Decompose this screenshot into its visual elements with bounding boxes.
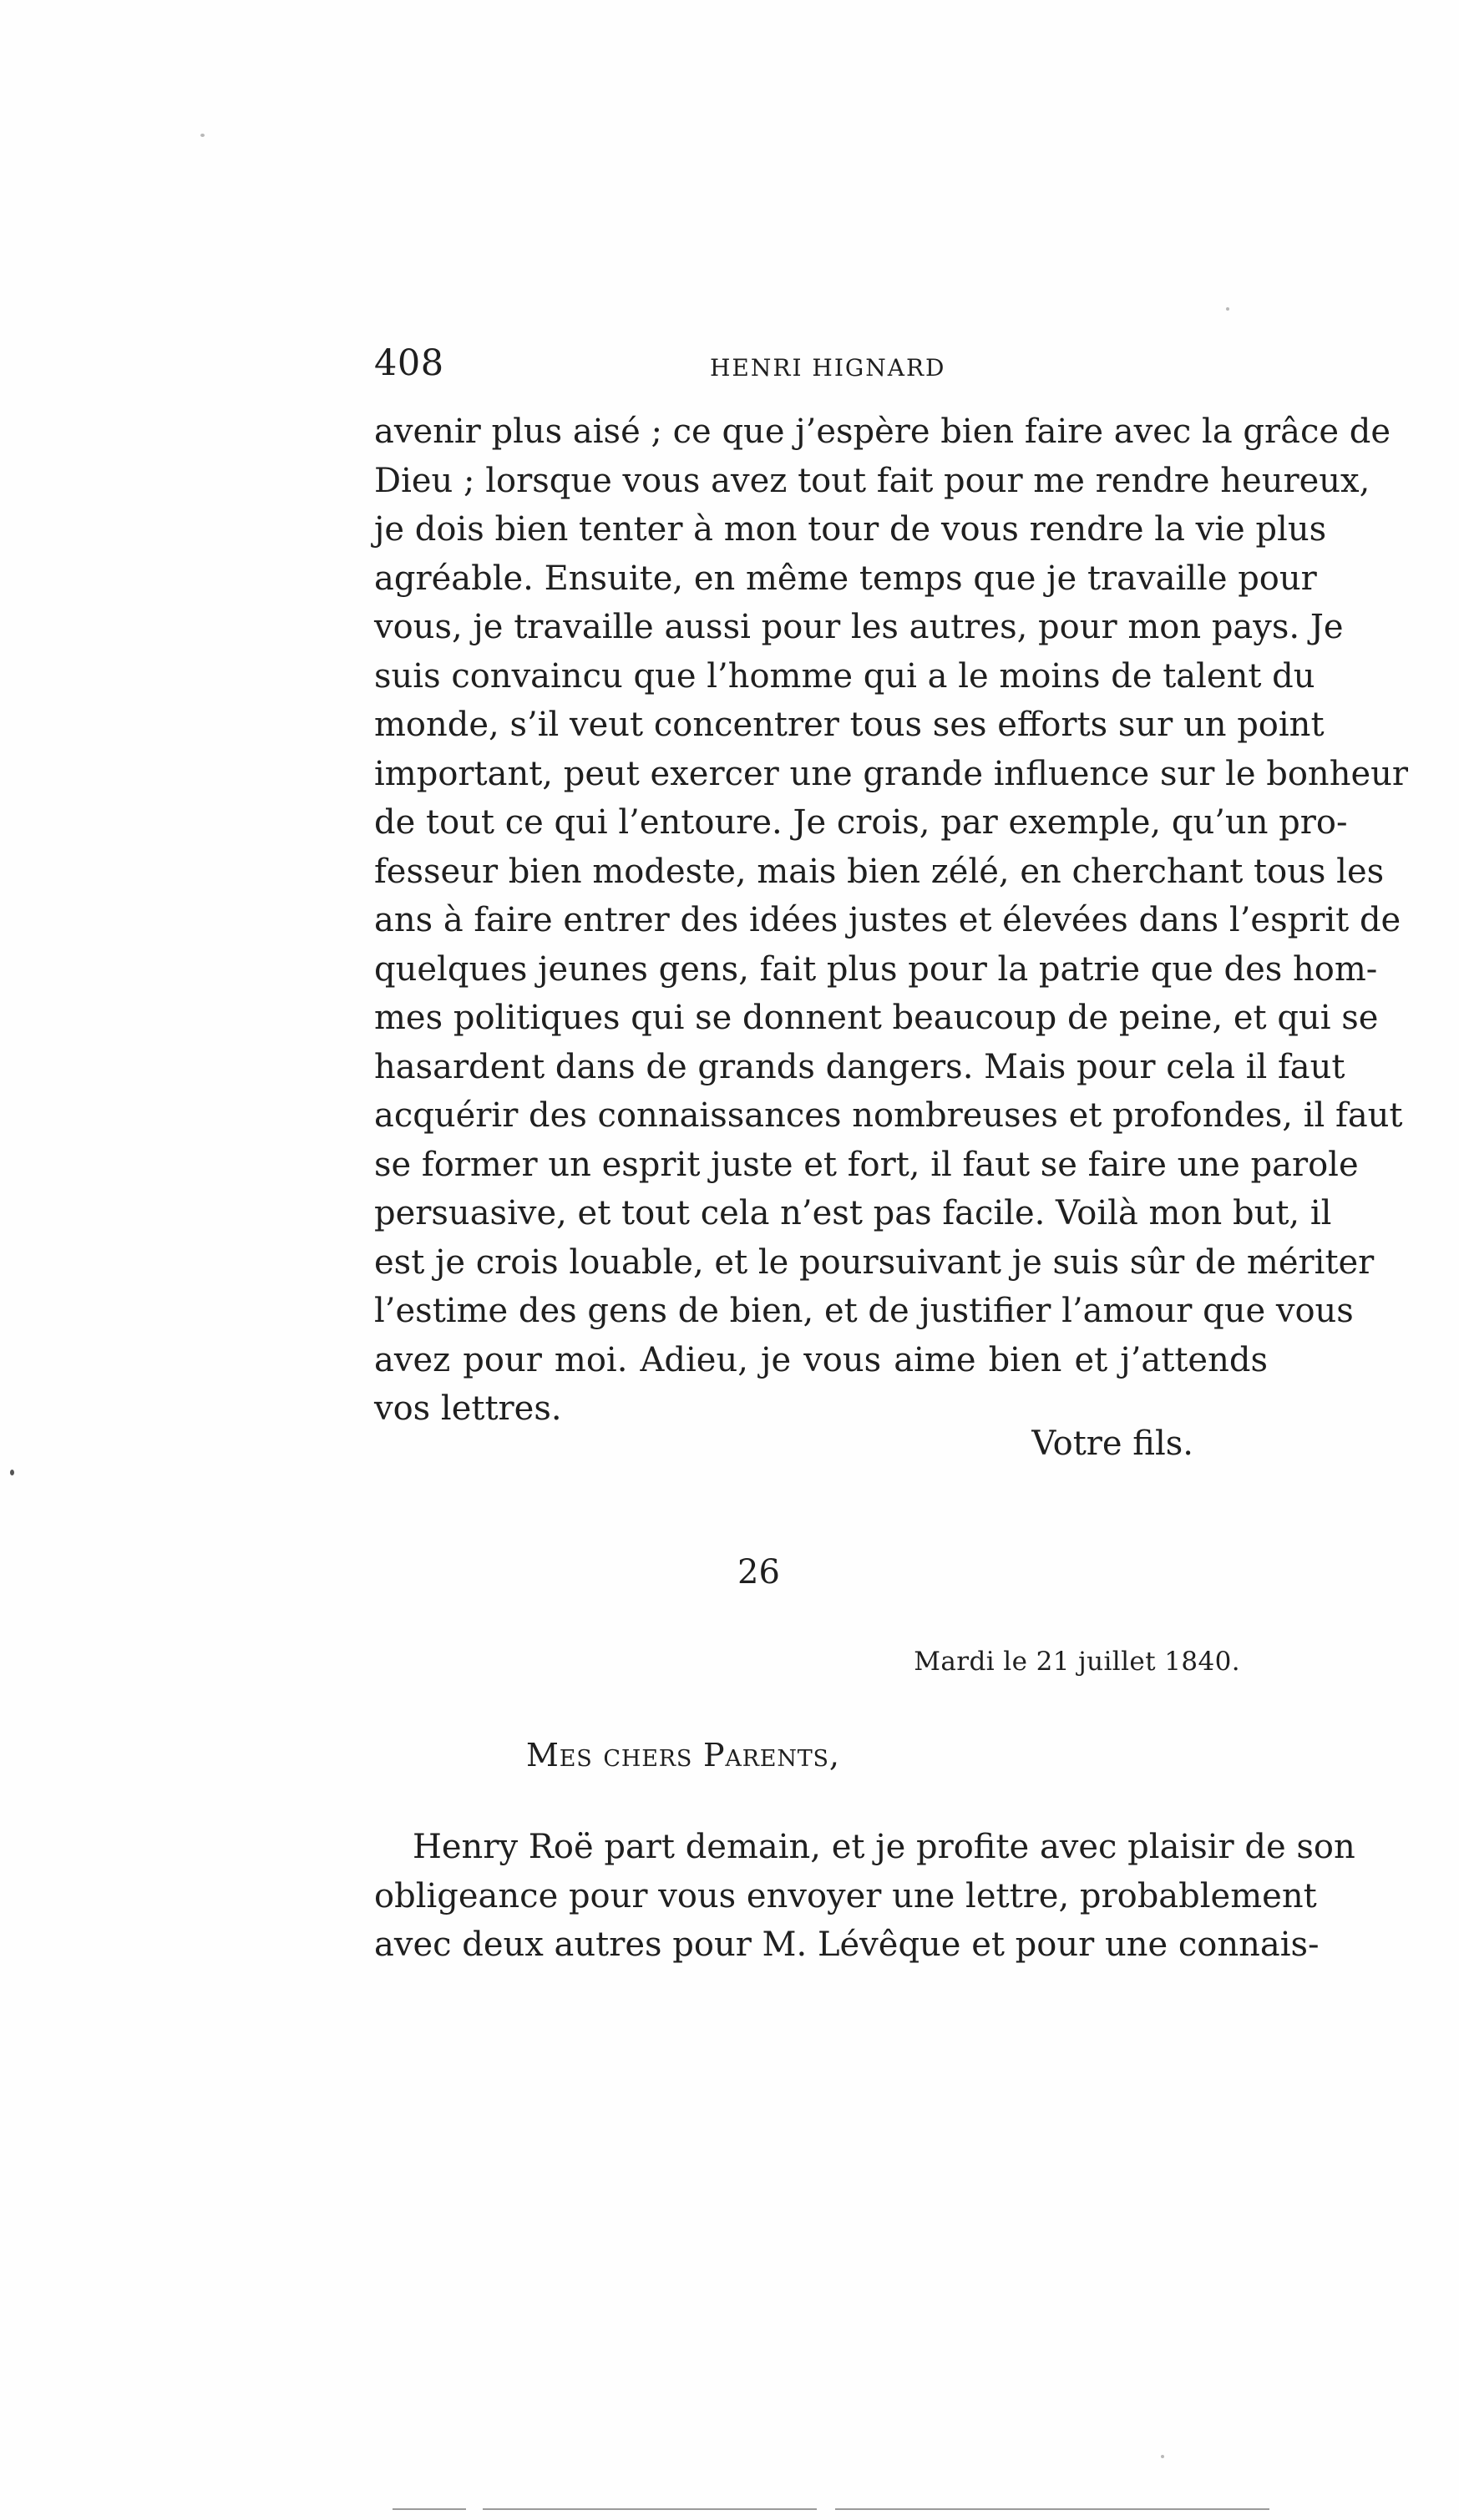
body-line: Dieu ; lorsque vous avez tout fait pour me rendre heureux, bbox=[374, 461, 1370, 500]
body-line: quelques jeunes gens, fait plus pour la patrie que des hom- bbox=[374, 949, 1378, 989]
body-line: est je crois louable, et le poursuivant je suis sûr de mériter bbox=[374, 1242, 1375, 1282]
body-line: hasardent dans de grands dangers. Mais pour cela il faut bbox=[374, 1047, 1345, 1086]
signature: Votre fils. bbox=[1031, 1424, 1193, 1463]
page-header bbox=[374, 342, 1243, 392]
page-number: 408 bbox=[374, 342, 444, 384]
scan-rule bbox=[483, 2508, 817, 2510]
body-line: je dois bien tenter à mon tour de vous rendre la vie plus bbox=[374, 510, 1327, 549]
body-line: avez pour moi. Adieu, je vous aime bien et j’attends bbox=[374, 1340, 1268, 1379]
date-line: Mardi le 21 juillet 1840. bbox=[914, 1647, 1240, 1677]
body-line: agréable. Ensuite, en même temps que je travaille pour bbox=[374, 559, 1317, 598]
body-line: ans à faire entrer des idées justes et élevées dans l’esprit de bbox=[374, 901, 1401, 939]
body-line: important, peut exercer une grande influence sur le bonheur bbox=[374, 754, 1409, 793]
body-line: vos lettres. bbox=[374, 1389, 562, 1428]
body-line: se former un esprit juste et fort, il faut se faire une parole bbox=[374, 1145, 1359, 1184]
letter-number: 26 bbox=[737, 1553, 780, 1591]
scan-speck bbox=[1226, 307, 1229, 311]
letter-line: Henry Roë part demain, et je profite avec plaisir de son bbox=[413, 1828, 1355, 1866]
body-line: persuasive, et tout cela n’est pas facile. Voilà mon but, il bbox=[374, 1194, 1332, 1232]
body-line: mes politiques qui se donnent beaucoup de peine, et qui se bbox=[374, 999, 1379, 1037]
body-line: acquérir des connaissances nombreuses et profondes, il faut bbox=[374, 1096, 1403, 1135]
body-line: de tout ce qui l’entoure. Je crois, par exemple, qu’un pro- bbox=[374, 803, 1348, 842]
letter-line: obligeance pour vous envoyer une lettre, probablement bbox=[374, 1876, 1317, 1915]
body-line: monde, s’il veut concentrer tous ses efforts sur un point bbox=[374, 706, 1325, 744]
scan-speck bbox=[200, 134, 205, 137]
scan-speck bbox=[10, 1470, 14, 1475]
running-head: HENRI HIGNARD bbox=[710, 354, 946, 382]
scan-rule bbox=[393, 2508, 466, 2510]
letter-body bbox=[374, 1823, 1355, 1970]
body-line: l’estime des gens de bien, et de justifier l’amour que vous bbox=[374, 1292, 1354, 1330]
salutation: Mes chers Parents, bbox=[526, 1737, 840, 1774]
body-line: avenir plus aisé ; ce que j’espère bien faire avec la grâce de bbox=[374, 412, 1391, 451]
body-line: suis convaincu que l’homme qui a le moins de talent du bbox=[374, 656, 1315, 696]
scan-rule bbox=[835, 2508, 1269, 2510]
body-line: fesseur bien modeste, mais bien zélé, en cherchant tous les bbox=[374, 852, 1385, 891]
letter-line: avec deux autres pour M. Lévêque et pour une connais- bbox=[374, 1925, 1320, 1964]
body-text bbox=[374, 407, 1409, 1434]
scan-speck bbox=[1161, 2455, 1164, 2458]
body-line: vous, je travaille aussi pour les autres, pour mon pays. Je bbox=[374, 608, 1344, 646]
